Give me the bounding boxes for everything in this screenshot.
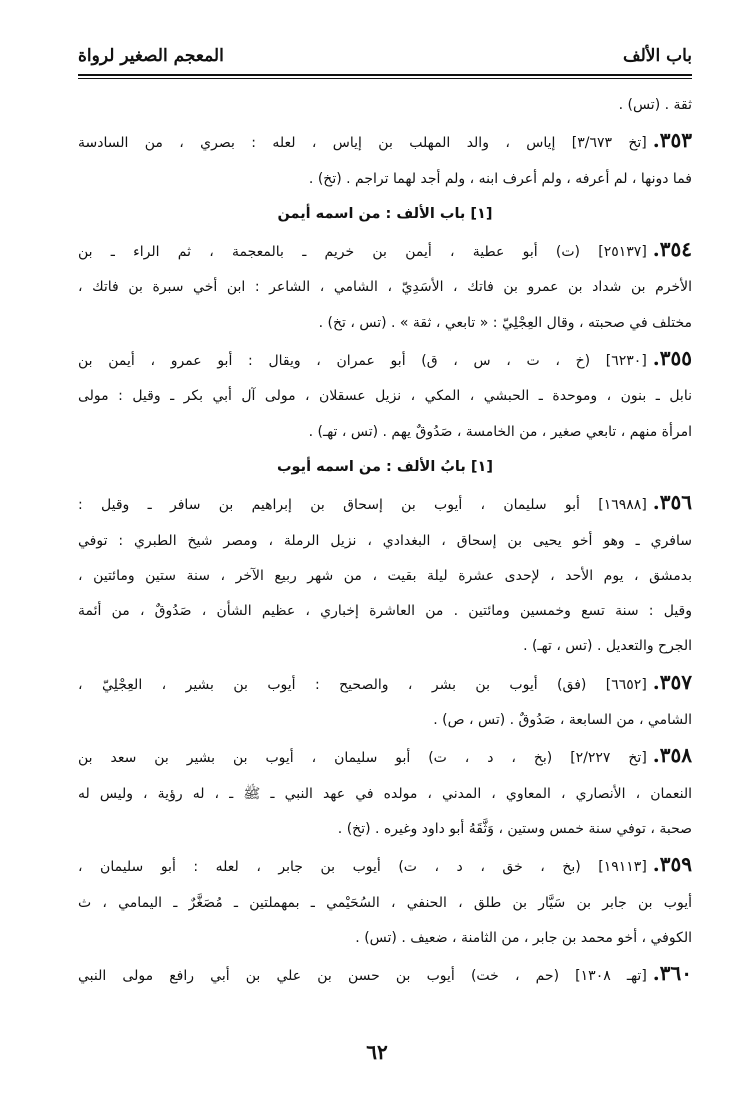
line-text: وقيل : سنة تسع وخمسين ومائتين . من العاشرة إخباري ، عظيم الشأن ، صَدُوقٌ ، من أئمة [78, 603, 692, 620]
line-text: [١٦٩٨٨] أبو سليمان ، أيوب بن إسحاق بن إبراهيم بن سافر ـ وقيل : [78, 497, 647, 514]
running-header [78, 40, 692, 72]
page-number: ٦٢ [366, 1040, 388, 1064]
entry-number: ٣٥٨. [652, 743, 692, 768]
line-text: الكوفي ، أخو محمد بن جابر ، من الثامنة ، ضعيف . (تس) . [355, 929, 692, 946]
header-rule-thin [78, 78, 692, 79]
text-line [78, 886, 692, 921]
entry-first-line [78, 232, 692, 270]
entry-first-line [78, 956, 692, 994]
header-book-title: المعجم الصغير لرواة [78, 46, 224, 66]
section-heading: [١] بابُ الألف : من اسمه أيوب [276, 458, 493, 475]
line-text: نابل ـ بنون ، وموحدة ـ الحبشي ، المكي ، نزيل عسقلان ، مولى آل أبي بكر ـ وقيل : مولى [78, 388, 692, 405]
text-line [78, 415, 692, 450]
line-text: فما دونها ، لم أعرفه ، ولم أعرف ابنه ، ولم أجد لهما تراجم . (تخ) . [308, 170, 692, 187]
text-line [78, 921, 692, 956]
text-line [78, 629, 692, 664]
entry-first-line [78, 123, 692, 161]
entry-first-line [78, 847, 692, 885]
line-text: [تهـ ١٣٠٨] (حم ، خت) أيوب بن حسن بن علي بن أبي رافع مولى النبي [78, 968, 647, 985]
line-text: [تخ ٢/٢٢٧] (بخ ، د ، ت) أبو سليمان ، أيوب بن بشير بن سعد بن [78, 750, 647, 767]
line-text: أيوب بن جابر بن سَيَّار بن طلق ، الحنفي ، السُحَيْمي ـ بمهملتين ـ مُصَغَّرٌ ـ اليمامي ، ث [78, 894, 692, 911]
text-line [78, 306, 692, 341]
line-text: الشامي ، من السابعة ، صَدُوقٌ . (تس ، ص) . [433, 712, 692, 729]
line-text: سافري ـ وهو أخو يحيى بن إسحاق ، البغدادي ، نزيل الرملة ، ومصر شيخ الطبري : توفي [78, 532, 692, 549]
header-chapter-title: باب الألف [622, 46, 692, 66]
text-line [78, 812, 692, 847]
text-line [78, 524, 692, 559]
entry-number: ٣٥٤. [652, 237, 692, 262]
entry-number: ٣٥٩. [652, 852, 692, 877]
text-body [78, 88, 692, 994]
text-line [78, 559, 692, 594]
text-line [78, 379, 692, 414]
line-text: [٢٥١٣٧] (ت) أبو عطية ، أيمن بن خريم ـ بالمعجمة ، ثم الراء ـ بن [78, 244, 647, 261]
entry-first-line [78, 485, 692, 523]
line-text: النعمان ، الأنصاري ، المعاوي ، المدني ، مولده في عهد النبي ـ ﷺ ـ ، له رؤية ، وليس له [78, 785, 692, 802]
section-heading: [١] باب الألف : من اسمه أيمن [277, 205, 493, 222]
text-line [78, 703, 692, 738]
line-text: الأخرم بن شداد بن عمرو بن فاتك ، الأسَدِيّ ، الشامي ، الشاعر : ابن أخي سبرة بن فاتك ، [78, 279, 692, 296]
text-line [78, 88, 692, 123]
entry-number: ٣٥٥. [652, 346, 692, 371]
line-text: [٦٦٥٢] (فق) أيوب بن بشر ، والصحيح : أيوب بن بشير ، العِجْلِيّ ، [78, 676, 647, 693]
line-text: مختلف في صحبته ، وقال العِجْلِيّ : « تابعي ، ثقة » . (تس ، تخ) . [318, 314, 692, 331]
text-line [78, 270, 692, 305]
entry-first-line [78, 341, 692, 379]
entry-number: ٣٥٣. [652, 128, 692, 153]
entry-first-line [78, 738, 692, 776]
line-text: [٦٢٣٠] (خ ، ت ، س ، ق) أبو عمران ، ويقال : أبو عمرو ، أيمن بن [78, 353, 647, 370]
header-rule [78, 74, 692, 76]
entry-number: ٣٦٠. [652, 961, 692, 986]
line-text: بدمشق ، يوم الأحد ، لإحدى عشرة ليلة بقيت ، من شهر ربيع الآخر ، سنة ستين ومائتين ، [78, 567, 692, 584]
text-line [78, 777, 692, 812]
line-text: صحبة ، توفي سنة خمس وستين ، وَثَّقَهُ أبو داود وغيره . (تخ) . [337, 820, 692, 837]
text-line [78, 162, 692, 197]
line-text: امرأة منهم ، تابعي صغير ، من الخامسة ، صَدُوقٌ يهم . (تس ، تهـ) . [308, 423, 692, 440]
line-text: الجرح والتعديل . (تس ، تهـ) . [523, 638, 692, 655]
line-text: ثقة . (تس) . [618, 97, 692, 113]
line-text: [تخ ٣/٦٧٣] إياس ، والد المهلب بن إياس ، لعله : بصري ، من السادسة [78, 135, 647, 152]
entry-number: ٣٥٧. [652, 669, 692, 694]
line-text: [١٩١١٣] (بخ ، خق ، د ، ت) أيوب بن جابر ، لعله : أبو سليمان ، [78, 859, 647, 876]
text-line [78, 594, 692, 629]
entry-first-line [78, 665, 692, 703]
entry-number: ٣٥٦. [652, 490, 692, 515]
